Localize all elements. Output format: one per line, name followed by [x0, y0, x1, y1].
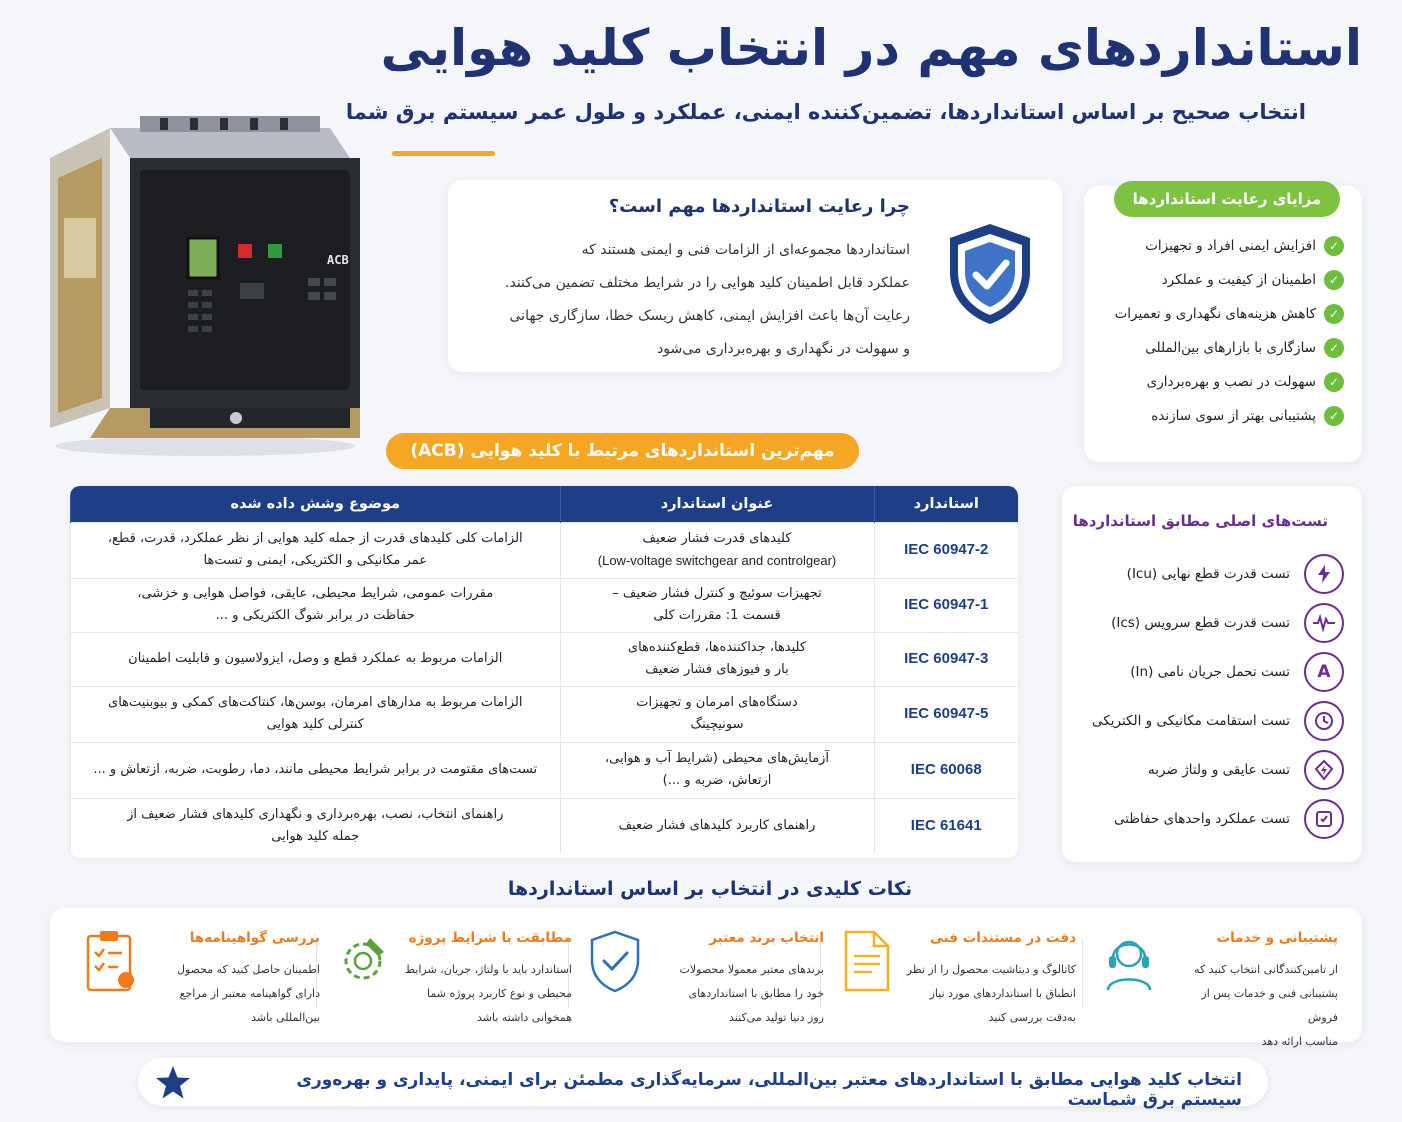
bottom-banner: [138, 1058, 1268, 1110]
benefits-card: [1084, 186, 1362, 462]
gear-pencil-icon: [334, 928, 392, 994]
headset-icon: [1100, 928, 1158, 994]
benefits-title: مزایای رعایت استانداردها: [1114, 181, 1340, 217]
banner-text: انتخاب کلید هوایی مطابق با استانداردهای معتبر بین‌المللی، سرمایه‌گذاری مطمئن برای ایمنی، پایداری و بهره‌وری سیستم برق شماست: [296, 1070, 1242, 1110]
column-header-standard: استاندارد: [874, 486, 1018, 522]
check-icon: ✓: [1324, 270, 1344, 290]
acb-label: ACB: [327, 253, 349, 267]
benefit-item: ✓ افزایش ایمنی افراد و تجهیزات: [1094, 234, 1344, 258]
check-icon: ✓: [1324, 338, 1344, 358]
benefit-item: ✓ پشتیبانی بهتر از سوی سازنده: [1094, 404, 1344, 428]
page-subtitle: انتخاب صحیح بر اساس استانداردها، تضمین‌کننده ایمنی، عملکرد و طول عمر سیستم برق شما: [345, 100, 1306, 124]
table-row: IEC 60947-2 کلیدهای قدرت فشار ضعیف (Low-voltage switchgear and controlgear) الزامات کلی کلیدهای قدرت از جمله کلید هوایی از نظر عملکرد، قدرت، قطع، عمر مکانیکی و الکتریکی، ایمنی و تست‌ها: [71, 522, 1019, 578]
tip-item: پشتیبانی و خدمات از تامین‌کنندگانی انتخاب کنید که پشتیبانی فنی و خدمات پس از فروش مناسب ارائه دهد: [1100, 924, 1350, 1034]
lightning-icon: [1304, 554, 1344, 594]
check-icon: ✓: [1324, 406, 1344, 426]
why-line: استانداردها مجموعه‌ای از الزامات فنی و ایمنی هستند که: [581, 242, 910, 258]
check-icon: ✓: [1324, 236, 1344, 256]
tip-item: دقت در مستندات فنی کاتالوگ و دیتاشیت محصول را از نظر انطباق با استانداردهای مورد نیاز به‌دقت بررسی کنید: [838, 924, 1088, 1034]
benefit-item: ✓ اطمینان از کیفیت و عملکرد: [1094, 268, 1344, 292]
why-title: چرا رعایت استانداردها مهم است؟: [608, 196, 910, 217]
why-line: رعایت آن‌ها باعث افزایش ایمنی، کاهش ریسک خطا، سازگاری جهانی: [509, 308, 910, 324]
test-item: تست قدرت قطع سرویس (Ics): [1074, 603, 1344, 643]
tests-card: [1062, 486, 1362, 862]
table-row: IEC 60947-3 کلیدها، جداکننده‌ها، قطع‌کننده‌های بار و فیوزهای فشار ضعیف الزامات مربوط به عملکرد قطع و وصل، ایزولاسیون و قابلیت اطمینان: [71, 632, 1019, 686]
why-line: عملکرد قابل اطمینان کلید هوایی را در شرایط مختلف تضمین می‌کنند.: [505, 275, 910, 291]
test-item: تست استقامت مکانیکی و الکتریکی: [1074, 701, 1344, 741]
benefit-item: ✓ سهولت در نصب و بهره‌برداری: [1094, 370, 1344, 394]
tips-title: نکات کلیدی در انتخاب بر اساس استانداردها: [507, 878, 913, 900]
column-header-topic: موضوع وشش داده شده: [71, 486, 561, 522]
page-title: استانداردهای مهم در انتخاب کلید هوایی: [380, 19, 1362, 77]
protection-unit-icon: [1304, 799, 1344, 839]
table-row: IEC 60947-5 دستگاه‌های امرمان و تجهیزات سونیچینگ الزامات مربوط به مدارهای امرمان، بوسن‌ها، کنتاکت‌های کمکی و بیوبنیت‌های کنترلی کلید هوایی: [71, 686, 1019, 742]
table-row: IEC 61641 راهنمای کاربرد کلیدهای فشار ضعیف راهنمای انتخاب، نصب، بهره‌برداری و نگهداری کلیدهای فشار ضعیف از جمله کلید هوایی: [71, 798, 1019, 854]
star-icon: [154, 1064, 192, 1102]
test-item: A تست تحمل جریان نامی (In): [1074, 652, 1344, 692]
document-icon: [838, 928, 896, 994]
table-row: IEC 60947-1 تجهیزات سوئیچ و کنترل فشار ضعیف – قسمت 1: مقررات کلی مقررات عمومی، شرایط محیطی، عایقی، فواصل هوایی و خزشی، حفاظت در برابر شوگ الکتریکی و ...: [71, 578, 1019, 632]
acb-standards-title: مهم‌ترین استانداردهای مرتبط با کلید هوایی (ACB): [386, 433, 859, 469]
tests-title: تست‌های اصلی مطابق استانداردها: [1072, 512, 1328, 530]
why-line: و سهولت در نگهداری و بهره‌برداری می‌شود: [657, 341, 910, 357]
shield-check-icon: [944, 220, 1036, 328]
tips-card: [50, 908, 1362, 1048]
insulation-icon: [1304, 750, 1344, 790]
benefit-item: ✓ کاهش هزینه‌های نگهداری و تعمیرات: [1094, 302, 1344, 326]
tip-item: مطابقت با شرایط پروژه استاندارد باید با ولتاژ، جریان، شرایط محیطی و نوع کاربرد پروژه شما همخوانی داشته باشد: [334, 924, 584, 1034]
ampere-icon: A: [1304, 652, 1344, 692]
tip-item: بررسی گواهینامه‌ها اطمینان حاصل کنید که محصول دارای گواهینامه معتبر از مراجع بین‌المللی باشد: [82, 924, 332, 1034]
table-row: IEC 60068 آزمایش‌های محیطی (شرایط آب و هوایی، ارتعاش، ضربه و ...) تست‌های مقتومت در برابر شرایط محیطی مانند، دما، رطوبت، ضربه، ازتعاش و ...: [71, 742, 1019, 798]
clipboard-certificate-icon: [82, 928, 140, 994]
column-header-title: عنوان استاندارد: [560, 486, 874, 522]
waveform-icon: [1304, 603, 1344, 643]
tip-item: انتخاب برند معتبر برندهای معتبر معمولا محصولات خود را مطابق با استانداردهای روز دنیا تولید می‌کنند: [586, 924, 836, 1034]
test-item: تست عایقی و ولتاژ ضربه: [1074, 750, 1344, 790]
benefit-item: ✓ سازگاری با بازارهای بین‌المللی: [1094, 336, 1344, 360]
why-description: [470, 234, 910, 366]
test-item: تست عملکرد واحدهای حفاظتی: [1074, 799, 1344, 839]
standards-table: [70, 486, 1018, 858]
shield-check-icon: [586, 928, 644, 994]
why-standards-card: [448, 180, 1062, 372]
test-item: تست قدرت قطع نهایی (Icu): [1074, 554, 1344, 594]
air-circuit-breaker-image: [40, 108, 370, 458]
check-icon: ✓: [1324, 304, 1344, 324]
title-underline: [392, 151, 495, 156]
check-icon: ✓: [1324, 372, 1344, 392]
clock-icon: [1304, 701, 1344, 741]
